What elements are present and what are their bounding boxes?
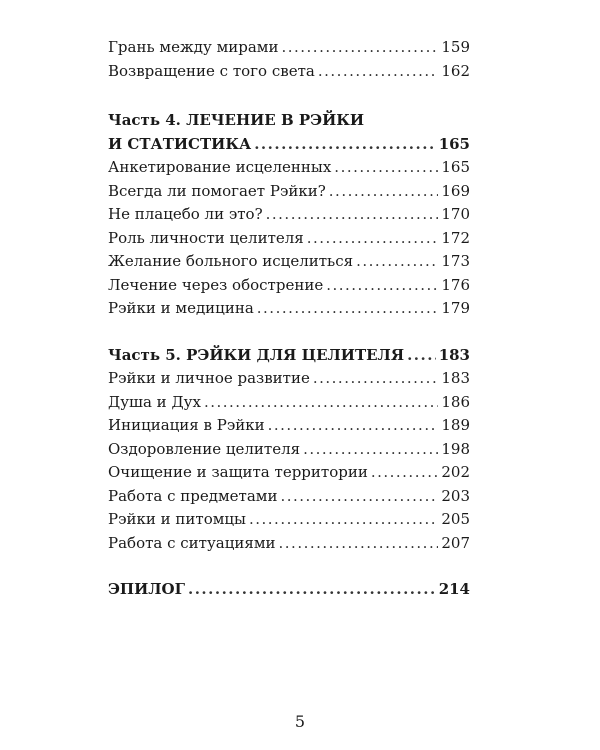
toc-entry-title: Инициация в Рэйки (108, 416, 265, 434)
page-number: 5 (294, 712, 306, 731)
toc-entry (108, 438, 470, 462)
dot-leader (280, 485, 438, 509)
dot-leader (326, 274, 438, 298)
dot-leader (303, 438, 438, 462)
toc-entry (108, 367, 470, 391)
dot-leader (279, 532, 439, 556)
toc-entry (108, 203, 470, 227)
toc-entry-title: Не плацебо ли это? (108, 205, 263, 223)
toc-entry-title: Лечение через обострение (108, 275, 324, 294)
dot-leader (188, 578, 436, 602)
table-of-contents (108, 36, 470, 602)
toc-entry-page: 183 (441, 369, 470, 387)
dot-leader (329, 180, 439, 204)
dot-leader (318, 60, 439, 84)
toc-entry-page: 172 (441, 228, 470, 247)
toc-entry (108, 297, 470, 321)
dot-leader (249, 508, 438, 532)
toc-entry-title: Рэйки и личное развитие (108, 369, 310, 387)
toc-entry-title: Оздоровление целителя (108, 439, 301, 458)
toc-entry (108, 414, 470, 438)
part4-heading-line2: И СТАТИСТИКА (108, 134, 252, 153)
toc-entry (108, 227, 470, 251)
toc-entry-title: Возвращение с того света (108, 61, 315, 80)
toc-entry-page: 173 (441, 252, 470, 270)
dot-leader (204, 391, 438, 415)
part5-heading-page: 183 (438, 345, 470, 364)
toc-entry-page: 203 (441, 486, 470, 505)
dot-leader (257, 297, 439, 321)
toc-entry-page: 198 (441, 439, 470, 458)
dot-leader (266, 203, 439, 227)
toc-entry-page: 176 (441, 275, 470, 294)
toc-entry (108, 274, 470, 298)
toc-entry-page: 179 (441, 299, 470, 317)
part4-heading-page: 165 (438, 134, 470, 153)
toc-entry-page: 170 (441, 205, 470, 223)
section-gap (108, 83, 470, 109)
toc-entry-page: 189 (441, 416, 470, 434)
toc-entry-title: Работа с предметами (108, 486, 278, 505)
dot-leader (281, 36, 438, 60)
dot-leader (268, 414, 439, 438)
dot-leader (254, 133, 436, 157)
toc-entry (108, 60, 470, 84)
dot-leader (407, 344, 436, 368)
toc-entry-page: 205 (441, 510, 470, 528)
toc-entry-page: 202 (441, 463, 470, 481)
toc-entry-page: 159 (441, 38, 470, 56)
dot-leader (334, 156, 438, 180)
toc-entry-title: Желание больного исцелиться (108, 252, 354, 270)
toc-entry (108, 36, 470, 60)
toc-entry-page: 162 (441, 61, 470, 80)
toc-entry-page: 165 (441, 158, 470, 176)
toc-entry (108, 461, 470, 485)
toc-entry-title: Рэйки и медицина (108, 299, 254, 317)
dot-leader (307, 227, 439, 251)
toc-entry-title: Работа с ситуациями (108, 533, 276, 552)
epilogue-heading (108, 578, 470, 602)
toc-entry-title: Всегда ли помогает Рэйки? (108, 181, 326, 200)
toc-entry (108, 180, 470, 204)
toc-entry-title: Душа и Дух (108, 392, 201, 411)
toc-entry-title: Роль личности целителя (108, 228, 304, 247)
toc-entry-page: 169 (441, 181, 470, 200)
section-gap (108, 321, 470, 344)
toc-entry (108, 508, 470, 532)
epilogue-page: 214 (438, 580, 470, 598)
toc-entry (108, 250, 470, 274)
toc-entry (108, 532, 470, 556)
toc-entry-title: Рэйки и питомцы (108, 510, 246, 528)
toc-entry-page: 186 (441, 392, 470, 411)
part5-heading (108, 344, 470, 368)
dot-leader (356, 250, 438, 274)
toc-entry-page: 207 (441, 533, 470, 552)
toc-entry-title: Очищение и защита территории (108, 463, 368, 481)
part4-heading-line1: Часть 4. ЛЕЧЕНИЕ В РЭЙКИ (108, 111, 365, 129)
toc-entry (108, 485, 470, 509)
dot-leader (371, 461, 439, 485)
toc-entry-title: Анкетирование исцеленных (108, 158, 332, 176)
dot-leader (313, 367, 439, 391)
epilogue-title: ЭПИЛОГ (108, 580, 185, 598)
section-gap (108, 555, 470, 578)
toc-entry (108, 156, 470, 180)
toc-entry-title: Грань между мирами (108, 38, 279, 56)
part4-heading (108, 133, 470, 157)
toc-entry (108, 391, 470, 415)
part5-heading-title: Часть 5. РЭЙКИ ДЛЯ ЦЕЛИТЕЛЯ (108, 345, 405, 364)
